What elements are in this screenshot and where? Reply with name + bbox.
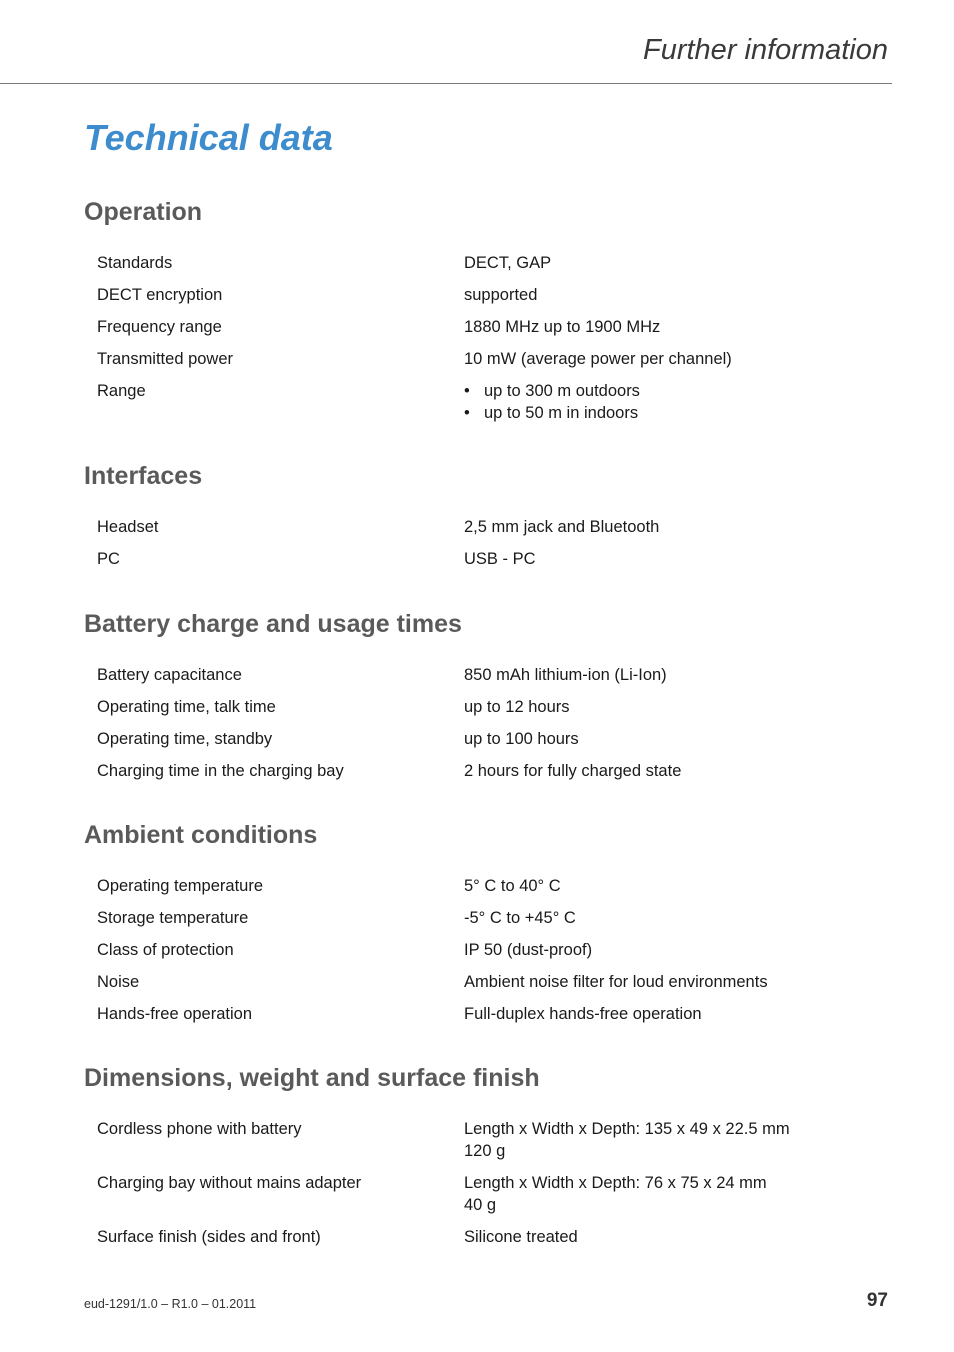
spec-value: 2,5 mm jack and Bluetooth (464, 518, 660, 536)
spec-row (84, 1003, 844, 1025)
section-operation (84, 197, 844, 434)
spec-label: Cordless phone with battery (97, 1120, 302, 1138)
section-dimensions (84, 1063, 844, 1258)
spec-row (84, 316, 844, 338)
spec-row (84, 348, 844, 370)
spec-label: Hands-free operation (97, 1005, 253, 1023)
spec-value: DECT, GAP (464, 254, 552, 272)
section-heading: Ambient conditions (84, 821, 318, 849)
spec-row (84, 1226, 844, 1248)
value-line: 40 g (464, 1196, 497, 1214)
spec-label: Charging time in the charging bay (97, 762, 344, 780)
spec-label: Charging bay without mains adapter (97, 1174, 362, 1192)
spec-row (84, 971, 844, 993)
spec-label: DECT encryption (97, 286, 223, 304)
spec-value: 1880 MHz up to 1900 MHz (464, 318, 661, 336)
spec-row (84, 1172, 844, 1216)
spec-label: Storage temperature (97, 909, 249, 927)
section-battery (84, 609, 844, 792)
document-id: eud-1291/1.0 – R1.0 – 01.2011 (84, 1297, 257, 1311)
spec-label: Standards (97, 254, 173, 272)
spec-value: Ambient noise filter for loud environments (464, 973, 768, 991)
spec-value: up to 100 hours (464, 730, 579, 748)
spec-value: supported (464, 286, 538, 304)
spec-row (84, 284, 844, 306)
spec-label: Transmitted power (97, 350, 234, 368)
spec-table (84, 1118, 844, 1248)
spec-value: 5° C to 40° C (464, 877, 561, 895)
spec-table (84, 252, 844, 424)
spec-value (464, 1172, 844, 1216)
spec-value: 2 hours for fully charged state (464, 762, 682, 780)
spec-row (84, 664, 844, 686)
spec-label: Operating time, standby (97, 730, 273, 748)
spec-value: Full-duplex hands-free operation (464, 1005, 702, 1023)
spec-row (84, 696, 844, 718)
bullet-item: • up to 50 m in indoors (464, 402, 844, 424)
spec-label: Range (97, 382, 146, 400)
bullet-item: • up to 300 m outdoors (464, 380, 844, 402)
spec-value: IP 50 (dust-proof) (464, 941, 593, 959)
spec-value: USB - PC (464, 550, 536, 568)
spec-row (84, 380, 844, 424)
spec-value: 10 mW (average power per channel) (464, 350, 732, 368)
value-line: 120 g (464, 1142, 506, 1160)
spec-label: Headset (97, 518, 159, 536)
spec-row (84, 548, 844, 570)
spec-label: Frequency range (97, 318, 222, 336)
spec-label: Noise (97, 973, 140, 991)
spec-row (84, 907, 844, 929)
spec-row (84, 1118, 844, 1162)
header-divider (0, 83, 892, 84)
spec-row (84, 939, 844, 961)
value-line: Length x Width x Depth: 135 x 49 x 22.5 mm (464, 1120, 790, 1138)
spec-row (84, 875, 844, 897)
spec-row (84, 516, 844, 538)
spec-value: 850 mAh lithium-ion (Li-Ion) (464, 666, 667, 684)
spec-value: -5° C to +45° C (464, 909, 576, 927)
spec-label: Class of protection (97, 941, 234, 959)
spec-value: Silicone treated (464, 1228, 578, 1246)
spec-label: Operating time, talk time (97, 698, 276, 716)
section-heading: Operation (84, 198, 203, 226)
spec-label: Surface finish (sides and front) (97, 1228, 321, 1246)
page-number: 97 (866, 1290, 888, 1311)
spec-row (84, 252, 844, 274)
spec-label: Operating temperature (97, 877, 264, 895)
spec-label: PC (97, 550, 120, 568)
section-heading: Battery charge and usage times (84, 610, 462, 638)
spec-row (84, 728, 844, 750)
section-heading: Interfaces (84, 462, 203, 490)
spec-table (84, 516, 844, 570)
spec-value (464, 1118, 844, 1162)
page-title: Technical data (84, 117, 333, 158)
spec-value: up to 12 hours (464, 698, 570, 716)
section-heading: Dimensions, weight and surface finish (84, 1064, 540, 1092)
running-header: Further information (643, 34, 888, 66)
section-ambient-conditions (84, 820, 844, 1035)
bullet-list (464, 380, 844, 424)
section-interfaces (84, 461, 844, 580)
spec-table (84, 664, 844, 782)
spec-value (464, 380, 844, 424)
spec-row (84, 760, 844, 782)
value-line: Length x Width x Depth: 76 x 75 x 24 mm (464, 1174, 767, 1192)
spec-table (84, 875, 844, 1025)
spec-label: Battery capacitance (97, 666, 242, 684)
